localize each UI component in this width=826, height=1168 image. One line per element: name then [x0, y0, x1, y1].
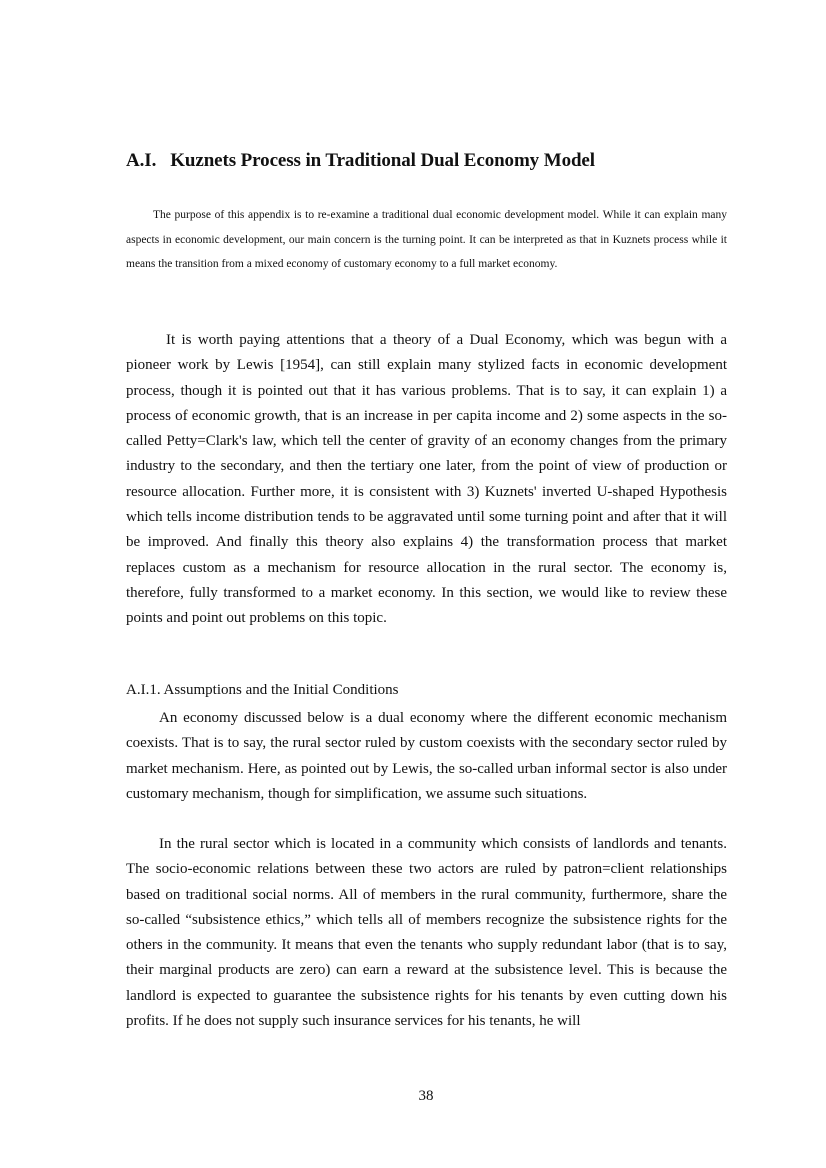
subsection-heading: A.I.1. Assumptions and the Initial Conditions	[126, 682, 399, 698]
section-title: Kuznets Process in Traditional Dual Economy Model	[170, 150, 595, 171]
page-number: 38	[418, 1088, 434, 1104]
section-heading	[126, 150, 726, 172]
section-number: A.I.	[126, 150, 157, 171]
subsection-paragraph-1: An economy discussed below is a dual economy where the different economic mechanism coexists. That is to say, the rural sector ruled by custom coexists with the secondary sector ruled by market mechanism. Here, as pointed out by Lewis, the so-called urban informal sector is also under customary mechanism, though for simplification, we assume such situations.	[126, 710, 727, 802]
intro-paragraph: It is worth paying attentions that a theory of a Dual Economy, which was begun with a pioneer work by Lewis [1954], can still explain many stylized facts in economic development process, though it is pointed out that it has various problems. That is to say, it can explain 1) a process of economic growth, that is an increase in per capita income and 2) some aspects in the so-called Petty=Clark's law, which tell the center of gravity of an economy changes from the primary industry to the secondary, and then the tertiary one later, from the point of view of production or resource allocation. Further more, it is consistent with 3) Kuznets' inverted U-shaped Hypothesis which tells income distribution tends to be aggravated until some turning point and after that it will be improved. And finally this theory also explains 4) the transformation process that market replaces custom as a mechanism for resource allocation in the rural sector. The economy is, therefore, fully transformed to a market economy. In this section, we would like to review these points and point out problems on this topic.	[126, 332, 727, 627]
abstract-paragraph: The purpose of this appendix is to re-examine a traditional dual economic development model. While it can explain many aspects in economic development, our main concern is the turning point. It can be interpreted as that in Kuznets process while it means the transition from a mixed economy of customary economy to a full market economy.	[126, 209, 727, 271]
subsection-paragraph-2: In the rural sector which is located in a community which consists of landlords and tenants. The socio-economic relations between these two actors are ruled by patron=client relationships based on traditional social norms. All of members in the rural community, furthermore, share the so-called “subsistence ethics,” which tells all of members recognize the subsistence rights for the others in the community. It means that even the tenants who supply redundant labor (that is to say, their marginal products are zero) can earn a reward at the subsistence level. This is because the landlord is expected to guarantee the subsistence rights for his tenants by even cutting down his profits. If he does not supply such insurance services for his tenants, he will	[126, 836, 727, 1030]
